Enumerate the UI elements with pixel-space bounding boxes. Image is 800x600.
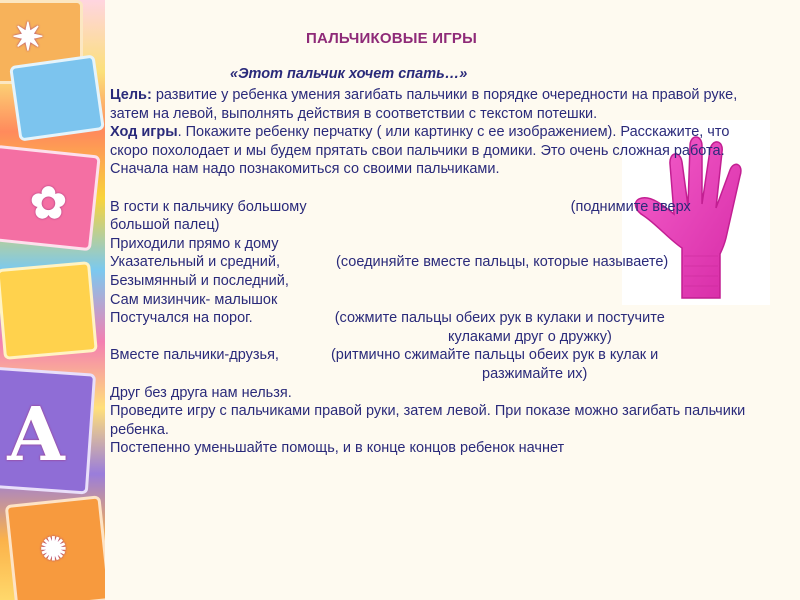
rhyme-note: кулаками друг о дружку) (448, 328, 612, 345)
block-letter-icon: А (6, 392, 67, 478)
toy-blocks-decoration (0, 0, 105, 600)
rhyme-note: разжимайте их) (482, 365, 588, 382)
goal-label: Цель: (110, 87, 152, 103)
rhyme-line (110, 309, 750, 328)
sun-icon: ✺ (40, 530, 67, 568)
rhyme-note-continued (110, 365, 750, 384)
page-title: ПАЛЬЧИКОВЫЕ ИГРЫ (306, 30, 477, 47)
rhyme-text: Друг без друга нам нельзя. (110, 384, 292, 401)
rhyme-text: Приходили прямо к дому (110, 235, 279, 252)
rhyme-text: Безымянный и последний, (110, 272, 289, 289)
rhyme-text: Сам мизинчик- малышок (110, 291, 278, 308)
toy-block (0, 261, 98, 360)
star-icon: ✷ (12, 14, 44, 59)
rhyme-note: (ритмично сжимайте пальцы обеих рук в кулак и (330, 347, 659, 364)
closing-paragraph: Постепенно уменьшайте помощь, и в конце концов ребенок начнет (110, 440, 565, 457)
rhyme-line (110, 198, 750, 235)
rhyme-line (110, 253, 750, 272)
rhyme-note: (поднимите вверх большой палец) (110, 198, 691, 234)
rhyme-line (110, 384, 750, 403)
game-subtitle: «Этот пальчик хочет спать…» (230, 66, 468, 82)
goal-paragraph (110, 86, 750, 123)
rhyme-text: Постучался на порог. (110, 310, 253, 327)
rhyme-text: Указательный и средний, (110, 254, 281, 271)
process-text: . Покажите ребенку перчатку ( или картинку с ее изображением). Расскажите, что скоро похолодает и мы будем прятать свои пальчики в домики. Это очень сложная работа. Сначала нам надо познакомиться со своими пальчиками. (110, 124, 730, 178)
rhyme-line (110, 272, 750, 291)
goal-text: развитие у ребенка умения загибать пальчики в порядке очередности на правой руке, затем на левой, выполнять действия в соответствии с текстом потешки. (110, 87, 738, 122)
toy-block (9, 54, 105, 141)
rhyme-line (110, 346, 750, 365)
rhyme-text: Вместе пальчики-друзья, (110, 347, 279, 364)
process-label: Ход игры (110, 124, 178, 141)
game-description (110, 86, 750, 458)
rhyme-note-continued (110, 328, 750, 347)
spacer (110, 179, 750, 198)
rhyme-note: (сожмите пальцы обеих рук в кулаки и постучите (334, 310, 665, 327)
rhyme-line (110, 235, 750, 254)
rhyme-note: (соединяйте вместе пальцы, которые называете) (336, 254, 669, 271)
process-paragraph (110, 123, 750, 179)
rhyme-line (110, 291, 750, 310)
flower-icon: ✿ (30, 178, 67, 229)
rhyme-text: В гости к пальчику большому (110, 198, 307, 215)
closing-paragraph: Проведите игру с пальчиками правой руки, затем левой. При показе можно загибать пальчики ребенка. (110, 403, 746, 438)
